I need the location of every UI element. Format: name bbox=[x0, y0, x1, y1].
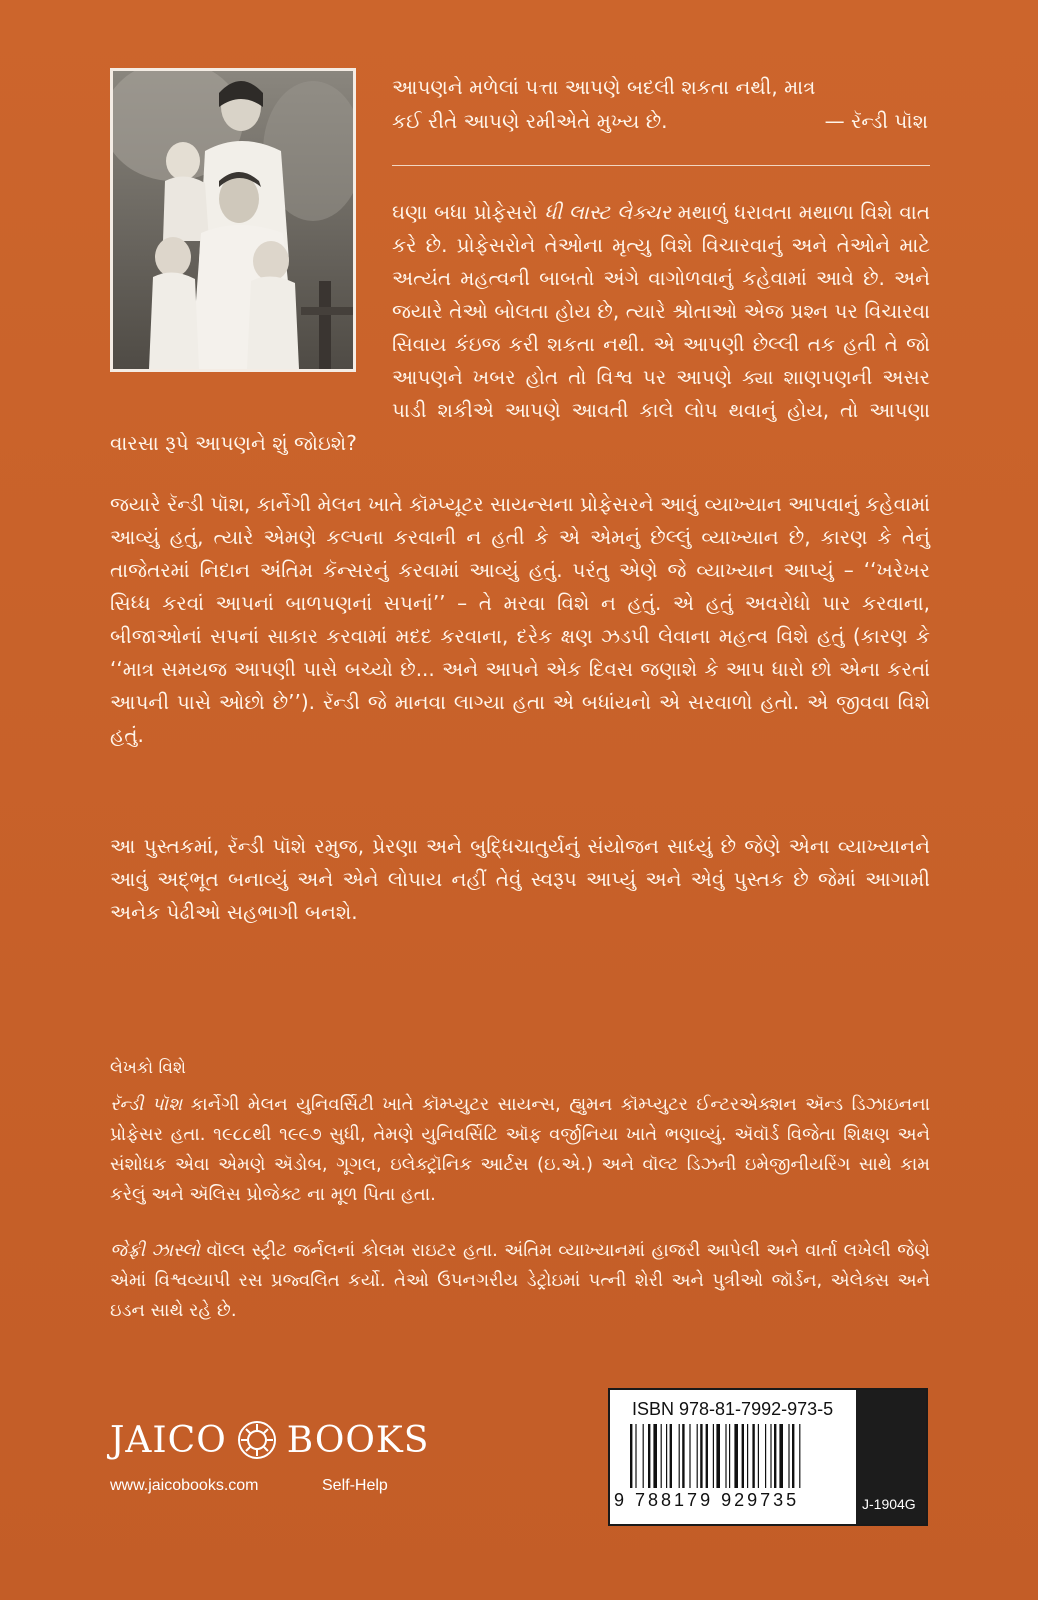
author-2-bio: વૉલ્લ સ્ટ્રીટ જર્નલનાં કોલમ રાઇટર હતા. અંતિમ વ્યાખ્યાનમાં હાજરી આપેલી અને વાર્તા લખેલી જેણે એમાં વિશ્વવ્યાપી રસ પ્રજ્વલિત કર્યો. તેઓ ઉપનગરીય ડેટ્રોઇમાં પત્ની શેરી અને પુત્રીઓ જૉર્ડન, એલેક્સ અને ઇડન સાથે રહે છે. bbox=[110, 1240, 930, 1321]
barcode-bar bbox=[653, 1424, 657, 1488]
quote-text: કઈ રીતે આપણે રમીએતે મુખ્ય છે. bbox=[392, 109, 668, 133]
barcode-bar bbox=[713, 1424, 714, 1488]
barcode-bar bbox=[635, 1424, 636, 1488]
barcode-bar bbox=[742, 1424, 744, 1488]
about-author-2 bbox=[110, 1236, 930, 1326]
publisher-website: www.jaicobooks.com bbox=[110, 1477, 259, 1494]
barcode-bar bbox=[758, 1424, 759, 1488]
about-authors-heading: લેખકો વિશે bbox=[110, 1058, 187, 1078]
barcode-bar bbox=[679, 1424, 680, 1488]
barcode-bar bbox=[774, 1424, 776, 1488]
barcode-bar bbox=[706, 1424, 708, 1488]
blurb-text: મથાળું ધરાવતા મથાળા વિશે વાત કરે છે. પ્રોફેસરોને તેઓના મૃત્યુ વિશે વિચારવાનું અને તેઓને માટે અત્યંત મહત્વની બાબતો અંગે વાગોળવાનું કહેવામાં આવે છે. અને જયારે તેઓ બોલતા હોય છે, ત્યારે શ્રોતાઓ એજ પ્રશ્ન પર વિચારવા સિવાય કંઇજ કરી શકતા નથી. એ આપણી છેલ્લી તક હતી તે જો આપણને ખબર હોત તો વિશ્વ પર આપણે ક્યા શાણપણની અસર પાડી શકીએ આપણે આવતી કાલે લોપ થવાનું હોય, તો આપણા વારસા રૂપે આપણને શું જોઇશે? bbox=[110, 200, 930, 455]
photo-wrap-space bbox=[110, 196, 392, 396]
barcode-digits: 9 788179 929735 bbox=[614, 1490, 800, 1510]
barcode-bar bbox=[770, 1424, 771, 1488]
barcode-bar bbox=[661, 1424, 662, 1488]
barcode-bar bbox=[648, 1424, 650, 1488]
product-code: J-1904G bbox=[862, 1496, 916, 1512]
barcode-bar bbox=[630, 1424, 632, 1488]
barcode-bar bbox=[747, 1424, 748, 1488]
epigraph-quote bbox=[392, 70, 928, 138]
book-title: ધી લાસ્ટ લેક્ચર bbox=[544, 200, 671, 224]
sun-emblem-icon bbox=[237, 1420, 277, 1460]
barcode-bar bbox=[670, 1424, 672, 1488]
barcode-bar bbox=[792, 1424, 794, 1488]
barcode-bar bbox=[734, 1424, 738, 1488]
barcode-bar bbox=[765, 1424, 766, 1488]
author-1-name: રૅન્ડી પૉશ bbox=[110, 1094, 183, 1115]
barcode-bar bbox=[729, 1424, 730, 1488]
barcode-bar bbox=[643, 1424, 644, 1488]
blurb-paragraph-1 bbox=[110, 196, 930, 460]
publisher-logo bbox=[110, 1418, 429, 1462]
barcode-icon bbox=[630, 1424, 848, 1488]
quote-author: — રૅન્ડી પૉશ bbox=[824, 109, 928, 133]
quote-line-1: આપણને મળેલાં પત્તા આપણે બદલી શકતા નથી, માત્ર bbox=[392, 75, 816, 99]
barcode-bar bbox=[716, 1424, 720, 1488]
barcode-bar bbox=[697, 1424, 698, 1488]
divider-line bbox=[392, 165, 930, 166]
blurb-paragraph-2: જયારે રૅન્ડી પૉશ, કાર્નેગી મેલન ખાતે કૉમ્પ્યૂટર સાયન્સના પ્રોફેસરને આવું વ્યાખ્યાન આપવાનું કહેવામાં આવ્યું હતું, ત્યારે એમણે કલ્પના કરવાની ન હતી કે એ એમનું છેલ્લું વ્યાખ્યાન છે, કારણ કે તેનું તાજેતરમાં નિદાન અંતિમ કૅન્સરનું કરવામાં આવ્યું હતું. પરંતુ એણે જે વ્યાખ્યાન આપ્યું – ‘‘ખરેખર સિધ્ધ કરવાં આપનાં બાળપણનાં સપનાં’’ – તે મરવા વિશે ન હતું. એ હતું અવરોધો પાર કરવાના, બીજાઓનાં સપનાં સાકાર કરવામાં મદદ કરવાના, દરેક ક્ષણ ઝડપી લેવાના મહત્વ વિશે હતું (કારણ કે ‘‘માત્ર સમયજ આપણી પાસે બચ્યો છે... અને આપને એક દિવસ જણાશે કે આપ ધારો છો એના કરતાં આપની પાસે ઓછો છે’’). રૅન્ડી જે માનવા લાગ્યા હતા એ બધાંયનો એ સરવાળો હતો. એ જીવવા વિશે હતું. bbox=[110, 492, 930, 747]
author-1-bio: કાર્નેગી મેલન યુનિવર્સિટી ખાતે કૉમ્પ્યુટર સાયન્સ, હ્યુમન કૉમ્પ્યુટર ઈન્ટરએક્શન ઍન્ડ ડિઝાઇનના પ્રોફેસર હતા. ૧૯૮૮થી ૧૯૯૭ સુધી, તેમણે યુનિવર્સિટિ ઑફ વર્જીનિયા ખાતે ભણાવ્યું. ઍવૉર્ડ વિજેતા શિક્ષણ અને સંશોધક એવા એમણે ઍડોબ, ગૂગલ, ઇલેક્ટ્રૉનિક આર્ટસ (ઇ.એ.) અને વૉલ્ટ ડિઝની ઇમેજીનીયરિંગ સાથે કામ કરેલું અને ઍલિસ પ્રોજેક્ટ ના મૂળ પિતા હતા. bbox=[110, 1094, 931, 1205]
author-2-name: જેફ્રી ઝાસ્લો bbox=[110, 1240, 201, 1261]
barcode-bar bbox=[752, 1424, 754, 1488]
barcode-bar bbox=[725, 1424, 726, 1488]
book-category: Self-Help bbox=[322, 1477, 388, 1494]
barcode-bar bbox=[779, 1424, 783, 1488]
isbn-text: ISBN 978-81-7992-973-5 bbox=[632, 1399, 834, 1419]
blurb-paragraph-3: આ પુસ્તકમાં, રૅન્ડી પૉશે રમુજ, પ્રેરણા અને બુદ્ધિચાતુર્યનું સંયોજન સાધ્યું છે જેણે એના વ્યાખ્યાનને આવું અદ્‌ભૂત બનાવ્યું અને એને લોપાય નહીં તેવું સ્વરૂપ આપ્યું અને એવું પુસ્તક છે જેમાં આગામી અનેક પેઢીઓ સહભાગી બનશે. bbox=[110, 834, 930, 924]
barcode-bar bbox=[682, 1424, 684, 1488]
quote-line-2 bbox=[392, 104, 928, 138]
publisher-name-left: JAICO bbox=[110, 1419, 227, 1461]
barcode-bar bbox=[788, 1424, 789, 1488]
barcode-bar bbox=[799, 1424, 800, 1488]
barcode-bar bbox=[689, 1424, 690, 1488]
about-author-1 bbox=[110, 1090, 930, 1210]
barcode-bar bbox=[700, 1424, 702, 1488]
publisher-name-right: BOOKS bbox=[286, 1419, 430, 1461]
barcode-bar bbox=[666, 1424, 667, 1488]
blurb-text: ઘણા બધા પ્રોફેસરો bbox=[392, 200, 545, 224]
